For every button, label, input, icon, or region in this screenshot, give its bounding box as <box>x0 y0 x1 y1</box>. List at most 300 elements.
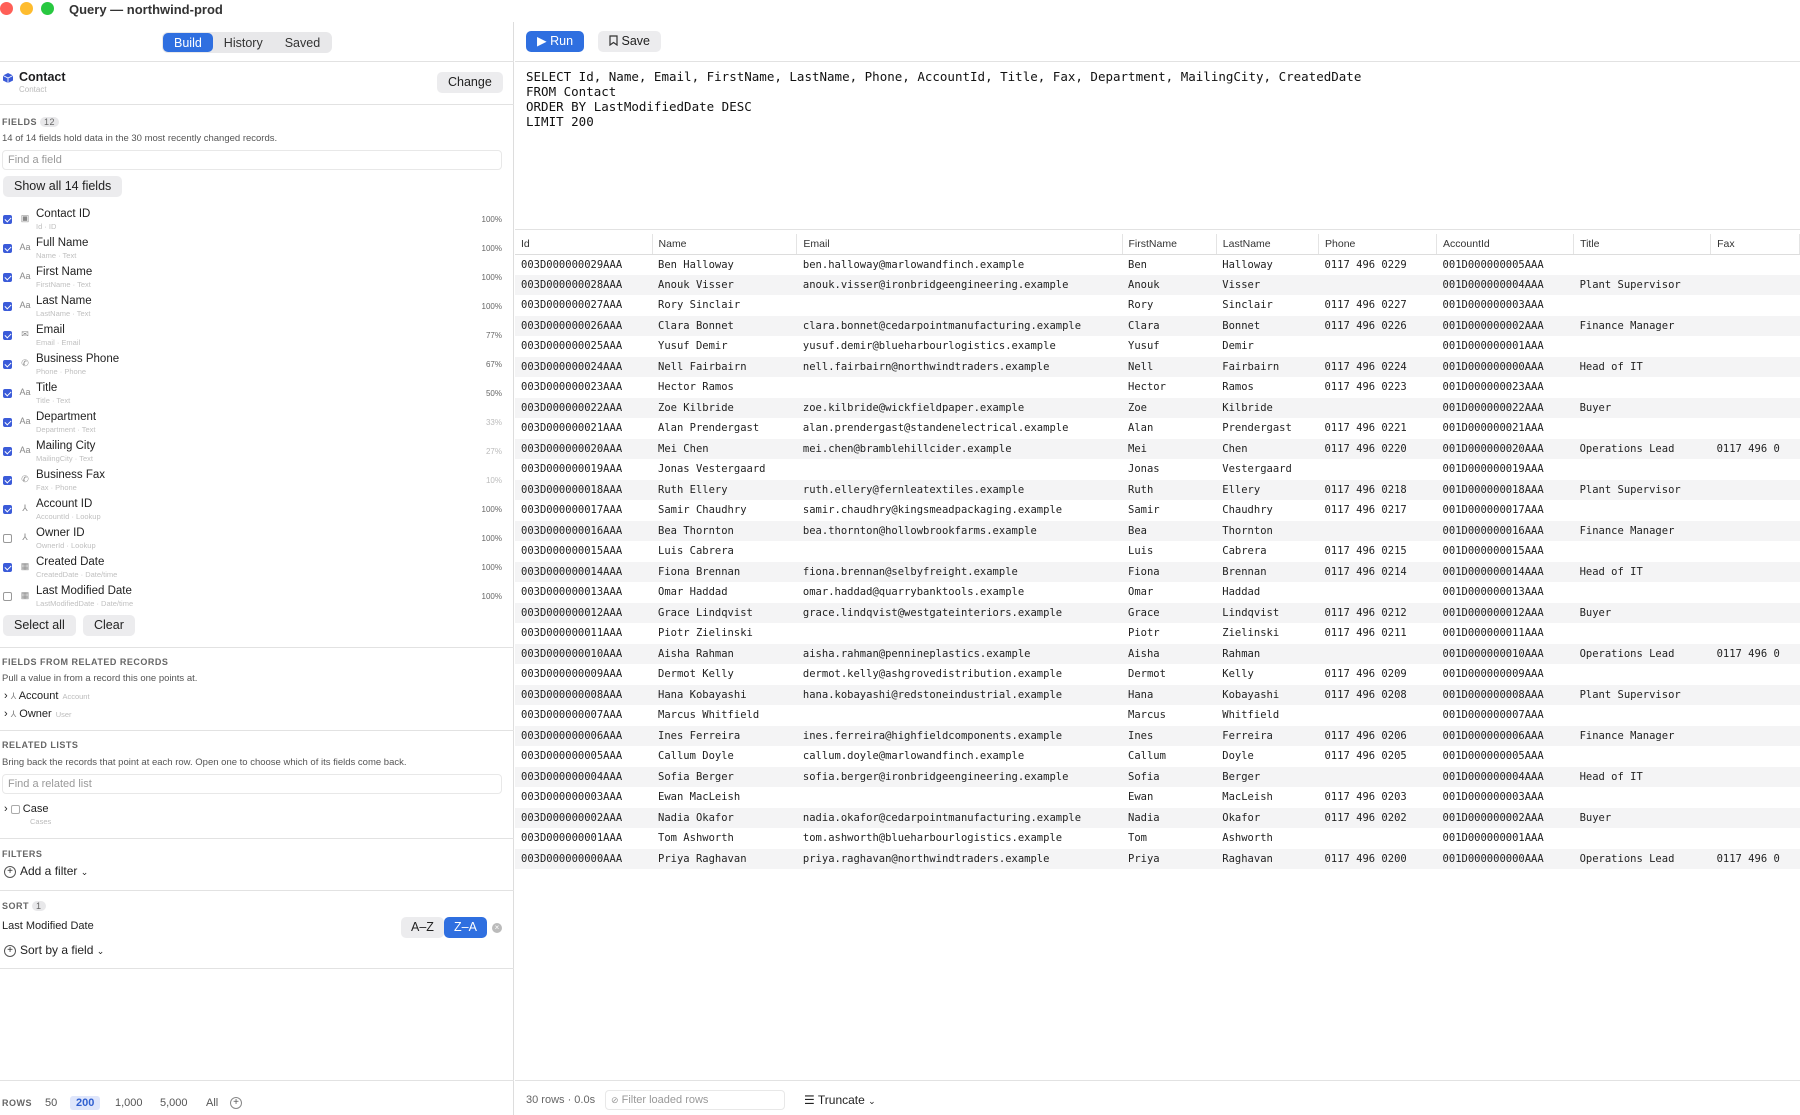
add-row-limit-icon[interactable]: + <box>230 1097 242 1109</box>
table-cell[interactable] <box>1319 767 1437 788</box>
table-cell[interactable]: 001D000000005AAA <box>1442 750 1544 763</box>
table-row[interactable] <box>515 726 1800 747</box>
table-cell[interactable]: Grace Lindqvist <box>652 603 797 624</box>
table-cell[interactable]: callum.doyle@marlowandfinch.example <box>802 750 1025 763</box>
table-cell[interactable]: Dermot Kelly <box>658 668 734 681</box>
related-item-owner[interactable] <box>4 708 72 720</box>
field-row[interactable] <box>0 379 514 408</box>
table-cell[interactable]: 0117 496 0229 <box>1324 258 1407 271</box>
table-cell[interactable]: Bonnet <box>1216 316 1318 337</box>
table-cell[interactable]: 001D000000016AAA <box>1437 521 1574 542</box>
field-row[interactable] <box>0 350 514 379</box>
table-cell[interactable]: 001D000000021AAA <box>1442 422 1544 435</box>
table-cell[interactable]: Nadia <box>1122 808 1216 829</box>
table-cell[interactable]: Yusuf Demir <box>658 340 728 353</box>
table-cell[interactable]: Alan <box>1128 422 1154 435</box>
table-cell[interactable] <box>1711 685 1800 706</box>
table-cell[interactable]: Thornton <box>1216 521 1318 542</box>
table-cell[interactable]: 0117 496 0211 <box>1324 627 1407 640</box>
field-checkbox[interactable] <box>3 534 12 543</box>
table-cell[interactable]: 0117 496 0209 <box>1324 668 1407 681</box>
table-cell[interactable] <box>1711 377 1800 398</box>
table-cell[interactable]: 0117 496 0221 <box>1324 422 1407 435</box>
table-cell[interactable]: Ben <box>1128 258 1147 271</box>
table-cell[interactable]: Fiona <box>1122 562 1216 583</box>
table-cell[interactable]: Ruth <box>1122 480 1216 501</box>
table-cell[interactable]: 0117 496 0200 <box>1319 849 1437 870</box>
field-row[interactable] <box>0 205 514 234</box>
table-cell[interactable]: Marcus Whitfield <box>658 709 760 722</box>
table-cell[interactable]: Mei Chen <box>652 439 797 460</box>
table-cell[interactable]: 001D000000019AAA <box>1442 463 1544 476</box>
table-cell[interactable]: 001D000000006AAA <box>1437 726 1574 747</box>
table-cell[interactable]: 003D000000027AAA <box>521 299 623 312</box>
table-row[interactable] <box>515 787 1800 808</box>
table-cell[interactable]: sofia.berger@ironbridgeengineering.example <box>797 767 1122 788</box>
table-cell[interactable]: Lindqvist <box>1216 603 1318 624</box>
table-cell[interactable]: Berger <box>1216 767 1318 788</box>
table-cell[interactable]: Haddad <box>1222 586 1261 599</box>
table-row[interactable] <box>515 582 1800 603</box>
table-cell[interactable]: Fiona Brennan <box>652 562 797 583</box>
filter-rows-input[interactable] <box>605 1090 785 1110</box>
table-cell[interactable]: grace.lindqvist@westgateinteriors.example <box>797 603 1122 624</box>
table-row[interactable] <box>515 500 1800 521</box>
table-cell[interactable]: 0117 496 0223 <box>1324 381 1407 394</box>
table-cell[interactable] <box>1574 787 1711 808</box>
table-cell[interactable]: Zielinski <box>1222 627 1280 640</box>
table-cell[interactable] <box>1319 644 1437 665</box>
table-cell[interactable]: Alan Prendergast <box>658 422 760 435</box>
table-cell[interactable]: Omar <box>1128 586 1154 599</box>
table-cell[interactable]: 003D000000009AAA <box>521 668 623 681</box>
table-cell[interactable]: 001D000000000AAA <box>1437 357 1574 378</box>
table-row[interactable] <box>515 685 1800 706</box>
table-cell[interactable]: Prendergast <box>1222 422 1292 435</box>
table-cell[interactable]: 003D000000022AAA <box>515 398 652 419</box>
table-cell[interactable]: Mei <box>1122 439 1216 460</box>
table-cell[interactable] <box>1711 623 1800 644</box>
table-cell[interactable]: 003D000000001AAA <box>521 832 623 845</box>
table-cell[interactable]: 003D000000021AAA <box>521 422 623 435</box>
table-cell[interactable]: 0117 496 0214 <box>1319 562 1437 583</box>
rows-option-5000[interactable]: 5,000 <box>160 1097 188 1109</box>
table-row[interactable] <box>515 644 1800 665</box>
table-cell[interactable] <box>1711 295 1800 316</box>
table-cell[interactable] <box>1319 521 1437 542</box>
table-cell[interactable]: 003D000000013AAA <box>521 586 623 599</box>
table-row[interactable] <box>515 746 1800 767</box>
save-button[interactable] <box>598 31 661 52</box>
table-cell[interactable]: hana.kobayashi@redstoneindustrial.example <box>797 685 1122 706</box>
table-cell[interactable]: 003D000000010AAA <box>515 644 652 665</box>
table-cell[interactable]: 003D000000025AAA <box>521 340 623 353</box>
table-cell[interactable]: 003D000000017AAA <box>521 504 623 517</box>
tab-build[interactable]: Build <box>163 33 213 52</box>
table-cell[interactable] <box>797 295 1122 316</box>
field-row[interactable] <box>0 321 514 350</box>
table-cell[interactable]: Ben Halloway <box>658 258 734 271</box>
table-cell[interactable] <box>797 377 1122 398</box>
table-cell[interactable] <box>1711 500 1800 521</box>
table-cell[interactable]: 003D000000005AAA <box>521 750 623 763</box>
field-row[interactable] <box>0 495 514 524</box>
table-row[interactable] <box>515 541 1800 562</box>
table-cell[interactable] <box>1319 582 1437 603</box>
table-row[interactable] <box>515 808 1800 829</box>
table-cell[interactable]: alan.prendergast@standenelectrical.example <box>802 422 1069 435</box>
field-checkbox[interactable] <box>3 447 12 456</box>
table-cell[interactable]: Operations Lead <box>1574 849 1711 870</box>
table-cell[interactable]: Bea <box>1122 521 1216 542</box>
table-cell[interactable]: Okafor <box>1216 808 1318 829</box>
table-cell[interactable]: Ferreira <box>1216 726 1318 747</box>
table-row[interactable] <box>515 357 1800 378</box>
tab-saved[interactable]: Saved <box>284 36 321 50</box>
table-cell[interactable] <box>1711 357 1800 378</box>
run-button[interactable] <box>526 31 584 52</box>
table-cell[interactable]: 001D000000017AAA <box>1442 504 1544 517</box>
table-cell[interactable]: Samir <box>1128 504 1160 517</box>
table-cell[interactable]: 003D000000007AAA <box>521 709 623 722</box>
table-cell[interactable]: Sofia <box>1122 767 1216 788</box>
table-cell[interactable]: Ewan <box>1128 791 1154 804</box>
table-cell[interactable]: 0117 496 0 <box>1711 439 1800 460</box>
table-cell[interactable] <box>797 459 1122 480</box>
table-cell[interactable]: Ruth Ellery <box>652 480 797 501</box>
table-cell[interactable]: Grace <box>1122 603 1216 624</box>
table-cell[interactable]: Kobayashi <box>1216 685 1318 706</box>
table-cell[interactable]: 0117 496 0227 <box>1324 299 1407 312</box>
table-row[interactable] <box>515 254 1800 275</box>
table-cell[interactable]: Anouk <box>1122 275 1216 296</box>
table-row[interactable] <box>515 316 1800 337</box>
tab-history[interactable]: History <box>223 36 263 50</box>
table-cell[interactable]: 001D000000005AAA <box>1442 258 1544 271</box>
table-cell[interactable] <box>1711 480 1800 501</box>
table-cell[interactable] <box>1711 787 1800 808</box>
table-cell[interactable]: 003D000000016AAA <box>515 521 652 542</box>
table-row[interactable] <box>515 336 1800 357</box>
table-cell[interactable]: Operations Lead <box>1574 439 1711 460</box>
table-cell[interactable]: Yusuf <box>1128 340 1160 353</box>
column-header[interactable]: AccountId <box>1437 234 1574 254</box>
table-cell[interactable]: Sinclair <box>1222 299 1273 312</box>
table-cell[interactable]: Clara <box>1122 316 1216 337</box>
field-checkbox[interactable] <box>3 215 12 224</box>
table-row[interactable] <box>515 849 1800 870</box>
field-row[interactable] <box>0 234 514 263</box>
table-cell[interactable] <box>797 541 1122 562</box>
table-cell[interactable]: 0117 496 0215 <box>1324 545 1407 558</box>
table-cell[interactable]: 003D000000006AAA <box>515 726 652 747</box>
table-cell[interactable]: zoe.kilbride@wickfieldpaper.example <box>797 398 1122 419</box>
table-cell[interactable]: Brennan <box>1216 562 1318 583</box>
table-cell[interactable]: 0117 496 0217 <box>1324 504 1407 517</box>
table-cell[interactable] <box>1574 295 1711 316</box>
table-cell[interactable]: ines.ferreira@highfieldcomponents.example <box>797 726 1122 747</box>
truncate-menu[interactable] <box>804 1093 876 1107</box>
table-row[interactable] <box>515 418 1800 439</box>
table-cell[interactable] <box>1711 582 1800 603</box>
field-row[interactable] <box>0 466 514 495</box>
rows-option-1000[interactable]: 1,000 <box>115 1097 143 1109</box>
table-cell[interactable]: Chaudhry <box>1222 504 1273 517</box>
table-cell[interactable]: Whitfield <box>1222 709 1280 722</box>
table-cell[interactable]: 001D000000013AAA <box>1442 586 1544 599</box>
table-cell[interactable] <box>1574 828 1711 849</box>
table-cell[interactable]: Ines Ferreira <box>652 726 797 747</box>
table-cell[interactable]: 001D000000001AAA <box>1442 832 1544 845</box>
table-cell[interactable]: 001D000000011AAA <box>1442 627 1544 640</box>
zoom-window-button[interactable] <box>41 2 54 15</box>
table-cell[interactable]: 001D000000003AAA <box>1442 299 1544 312</box>
table-cell[interactable]: 0117 496 0220 <box>1319 439 1437 460</box>
table-cell[interactable]: Visser <box>1216 275 1318 296</box>
table-cell[interactable]: Luis <box>1128 545 1154 558</box>
table-cell[interactable]: Hector Ramos <box>658 381 734 394</box>
table-cell[interactable]: Doyle <box>1222 750 1254 763</box>
table-cell[interactable]: Hector <box>1128 381 1166 394</box>
table-cell[interactable] <box>1711 562 1800 583</box>
table-cell[interactable]: MacLeish <box>1222 791 1273 804</box>
table-row[interactable] <box>515 664 1800 685</box>
table-cell[interactable]: Operations Lead <box>1574 644 1711 665</box>
field-row[interactable] <box>0 408 514 437</box>
table-cell[interactable]: 001D000000002AAA <box>1437 316 1574 337</box>
field-checkbox[interactable] <box>3 476 12 485</box>
column-header[interactable]: FirstName <box>1122 234 1216 254</box>
table-cell[interactable]: Jonas Vestergaard <box>658 463 766 476</box>
table-cell[interactable]: 001D000000023AAA <box>1442 381 1544 394</box>
table-cell[interactable]: aisha.rahman@pennineplastics.example <box>797 644 1122 665</box>
table-cell[interactable]: Ramos <box>1222 381 1254 394</box>
table-cell[interactable]: 001D000000015AAA <box>1442 545 1544 558</box>
table-row[interactable] <box>515 459 1800 480</box>
table-row[interactable] <box>515 377 1800 398</box>
table-cell[interactable]: Hana <box>1122 685 1216 706</box>
table-row[interactable] <box>515 828 1800 849</box>
related-item-account[interactable] <box>4 690 90 702</box>
table-cell[interactable]: Vestergaard <box>1222 463 1292 476</box>
table-cell[interactable]: 003D000000003AAA <box>521 791 623 804</box>
table-cell[interactable] <box>1711 705 1800 726</box>
table-cell[interactable]: 003D000000004AAA <box>515 767 652 788</box>
table-cell[interactable]: Plant Supervisor <box>1574 685 1711 706</box>
table-cell[interactable]: Callum <box>1128 750 1166 763</box>
table-cell[interactable] <box>1319 398 1437 419</box>
table-cell[interactable] <box>1574 746 1711 767</box>
clear-button[interactable]: Clear <box>83 615 135 636</box>
table-cell[interactable] <box>1711 603 1800 624</box>
table-cell[interactable]: 001D000000014AAA <box>1437 562 1574 583</box>
column-header[interactable]: Name <box>652 234 797 254</box>
field-checkbox[interactable] <box>3 302 12 311</box>
add-filter-button[interactable] <box>4 864 88 878</box>
table-cell[interactable]: 003D000000029AAA <box>521 258 623 271</box>
table-cell[interactable]: 003D000000011AAA <box>521 627 623 640</box>
table-cell[interactable]: 0117 496 0206 <box>1319 726 1437 747</box>
table-row[interactable] <box>515 603 1800 624</box>
table-cell[interactable]: 0117 496 0 <box>1711 644 1800 665</box>
table-cell[interactable] <box>797 623 1122 644</box>
table-cell[interactable]: anouk.visser@ironbridgeengineering.example <box>797 275 1122 296</box>
table-cell[interactable] <box>1574 664 1711 685</box>
table-cell[interactable]: Demir <box>1222 340 1254 353</box>
table-cell[interactable]: Zoe Kilbride <box>652 398 797 419</box>
table-cell[interactable]: Dermot <box>1128 668 1166 681</box>
table-row[interactable] <box>515 275 1800 296</box>
field-checkbox[interactable] <box>3 505 12 514</box>
table-cell[interactable]: Finance Manager <box>1574 316 1711 337</box>
table-cell[interactable]: Aisha Rahman <box>652 644 797 665</box>
table-cell[interactable]: fiona.brennan@selbyfreight.example <box>797 562 1122 583</box>
sort-ascending-button[interactable]: A–Z <box>401 917 444 938</box>
table-cell[interactable]: Bea Thornton <box>652 521 797 542</box>
table-cell[interactable]: Finance Manager <box>1574 521 1711 542</box>
table-cell[interactable]: 003D000000019AAA <box>521 463 623 476</box>
table-cell[interactable]: 0117 496 0 <box>1711 849 1800 870</box>
table-row[interactable] <box>515 295 1800 316</box>
sort-by-field-button[interactable] <box>4 943 104 957</box>
table-cell[interactable] <box>1711 746 1800 767</box>
table-cell[interactable]: 001D000000004AAA <box>1437 767 1574 788</box>
table-cell[interactable]: 001D000000001AAA <box>1442 340 1544 353</box>
table-cell[interactable]: 001D000000012AAA <box>1437 603 1574 624</box>
table-cell[interactable] <box>1711 541 1800 562</box>
field-checkbox[interactable] <box>3 592 12 601</box>
table-cell[interactable]: 001D000000009AAA <box>1442 668 1544 681</box>
table-cell[interactable]: 0117 496 0205 <box>1324 750 1407 763</box>
select-all-button[interactable]: Select all <box>3 615 76 636</box>
table-cell[interactable] <box>1574 623 1711 644</box>
table-cell[interactable]: Piotr Zielinski <box>658 627 753 640</box>
table-cell[interactable]: 001D000000003AAA <box>1442 791 1544 804</box>
table-cell[interactable]: dermot.kelly@ashgrovedistribution.example <box>802 668 1063 681</box>
table-cell[interactable]: Rahman <box>1216 644 1318 665</box>
table-cell[interactable]: 003D000000024AAA <box>515 357 652 378</box>
field-checkbox[interactable] <box>3 360 12 369</box>
table-cell[interactable]: 001D000000022AAA <box>1437 398 1574 419</box>
field-row[interactable] <box>0 553 514 582</box>
table-cell[interactable] <box>1319 705 1437 726</box>
table-cell[interactable]: Samir Chaudhry <box>658 504 747 517</box>
table-cell[interactable]: Rory <box>1128 299 1154 312</box>
table-cell[interactable] <box>1711 521 1800 542</box>
table-cell[interactable]: Marcus <box>1128 709 1166 722</box>
column-header[interactable]: Email <box>797 234 1122 254</box>
field-checkbox[interactable] <box>3 563 12 572</box>
table-cell[interactable]: Kilbride <box>1216 398 1318 419</box>
table-cell[interactable] <box>1711 726 1800 747</box>
table-row[interactable] <box>515 562 1800 583</box>
table-cell[interactable]: omar.haddad@quarrybanktools.example <box>802 586 1025 599</box>
table-cell[interactable]: Priya <box>1122 849 1216 870</box>
table-cell[interactable]: Aisha <box>1122 644 1216 665</box>
table-cell[interactable] <box>797 787 1122 808</box>
table-row[interactable] <box>515 398 1800 419</box>
table-cell[interactable]: 001D000000018AAA <box>1437 480 1574 501</box>
table-cell[interactable]: Priya Raghavan <box>652 849 797 870</box>
table-cell[interactable]: Ines <box>1122 726 1216 747</box>
change-object-button[interactable]: Change <box>437 72 503 93</box>
table-cell[interactable]: Ashworth <box>1222 832 1273 845</box>
table-row[interactable] <box>515 705 1800 726</box>
table-cell[interactable]: tom.ashworth@blueharbourlogistics.example <box>802 832 1063 845</box>
table-cell[interactable] <box>1574 582 1711 603</box>
field-row[interactable] <box>0 292 514 321</box>
table-cell[interactable] <box>1711 459 1800 480</box>
field-checkbox[interactable] <box>3 273 12 282</box>
rows-option-all[interactable]: All <box>206 1097 219 1109</box>
table-cell[interactable]: 0117 496 0218 <box>1319 480 1437 501</box>
table-cell[interactable] <box>1574 377 1711 398</box>
table-cell[interactable] <box>1574 541 1711 562</box>
find-field-input[interactable]: Find a field <box>2 150 502 170</box>
table-cell[interactable] <box>1711 418 1800 439</box>
table-cell[interactable] <box>1319 828 1437 849</box>
table-cell[interactable]: Clara Bonnet <box>652 316 797 337</box>
table-cell[interactable]: 0117 496 0224 <box>1319 357 1437 378</box>
table-cell[interactable]: 0117 496 0203 <box>1324 791 1407 804</box>
table-cell[interactable]: 001D000000004AAA <box>1437 275 1574 296</box>
show-all-fields-button[interactable]: Show all 14 fields <box>3 176 122 197</box>
table-cell[interactable]: Head of IT <box>1574 357 1711 378</box>
table-cell[interactable]: 003D000000023AAA <box>521 381 623 394</box>
table-cell[interactable]: Plant Supervisor <box>1574 480 1711 501</box>
table-cell[interactable] <box>1574 705 1711 726</box>
table-row[interactable] <box>515 439 1800 460</box>
table-cell[interactable]: Head of IT <box>1574 767 1711 788</box>
remove-sort-icon[interactable]: × <box>492 923 502 933</box>
table-cell[interactable]: Nell Fairbairn <box>652 357 797 378</box>
table-cell[interactable]: Anouk Visser <box>652 275 797 296</box>
table-cell[interactable]: nell.fairbairn@northwindtraders.example <box>797 357 1122 378</box>
table-cell[interactable]: Buyer <box>1574 603 1711 624</box>
table-cell[interactable]: Ewan MacLeish <box>658 791 741 804</box>
column-header[interactable]: Fax <box>1711 234 1800 254</box>
field-checkbox[interactable] <box>3 331 12 340</box>
table-cell[interactable]: Piotr <box>1128 627 1160 640</box>
table-cell[interactable]: yusuf.demir@blueharbourlogistics.example <box>802 340 1056 353</box>
table-cell[interactable]: 001D000000020AAA <box>1437 439 1574 460</box>
table-cell[interactable]: Nell <box>1122 357 1216 378</box>
table-cell[interactable] <box>1319 336 1437 357</box>
table-cell[interactable]: Head of IT <box>1574 562 1711 583</box>
table-cell[interactable]: Buyer <box>1574 808 1711 829</box>
column-header[interactable]: LastName <box>1216 234 1318 254</box>
table-cell[interactable]: 001D000000007AAA <box>1442 709 1544 722</box>
table-cell[interactable]: 0117 496 0212 <box>1319 603 1437 624</box>
sql-editor[interactable]: SELECT Id, Name, Email, FirstName, LastName, Phone, AccountId, Title, Fax, Department, MailingCity, CreatedDate FROM Contact ORDER BY LastModifiedDate DESC LIMIT 200 <box>526 69 1362 129</box>
rows-option-50[interactable]: 50 <box>45 1097 58 1109</box>
table-cell[interactable]: 003D000000018AAA <box>515 480 652 501</box>
table-cell[interactable]: Chen <box>1216 439 1318 460</box>
table-cell[interactable]: Zoe <box>1122 398 1216 419</box>
table-cell[interactable] <box>1711 808 1800 829</box>
table-cell[interactable]: Kelly <box>1222 668 1254 681</box>
table-cell[interactable] <box>1574 254 1711 275</box>
field-row[interactable] <box>0 437 514 466</box>
table-cell[interactable]: Jonas <box>1128 463 1160 476</box>
find-related-list-input[interactable]: Find a related list <box>2 774 502 794</box>
table-cell[interactable] <box>1319 459 1437 480</box>
rows-option-200[interactable]: 200 <box>70 1096 100 1110</box>
table-cell[interactable] <box>1711 828 1800 849</box>
table-cell[interactable]: clara.bonnet@cedarpointmanufacturing.example <box>797 316 1122 337</box>
table-cell[interactable]: 003D000000020AAA <box>515 439 652 460</box>
table-cell[interactable]: mei.chen@bramblehillcider.example <box>797 439 1122 460</box>
